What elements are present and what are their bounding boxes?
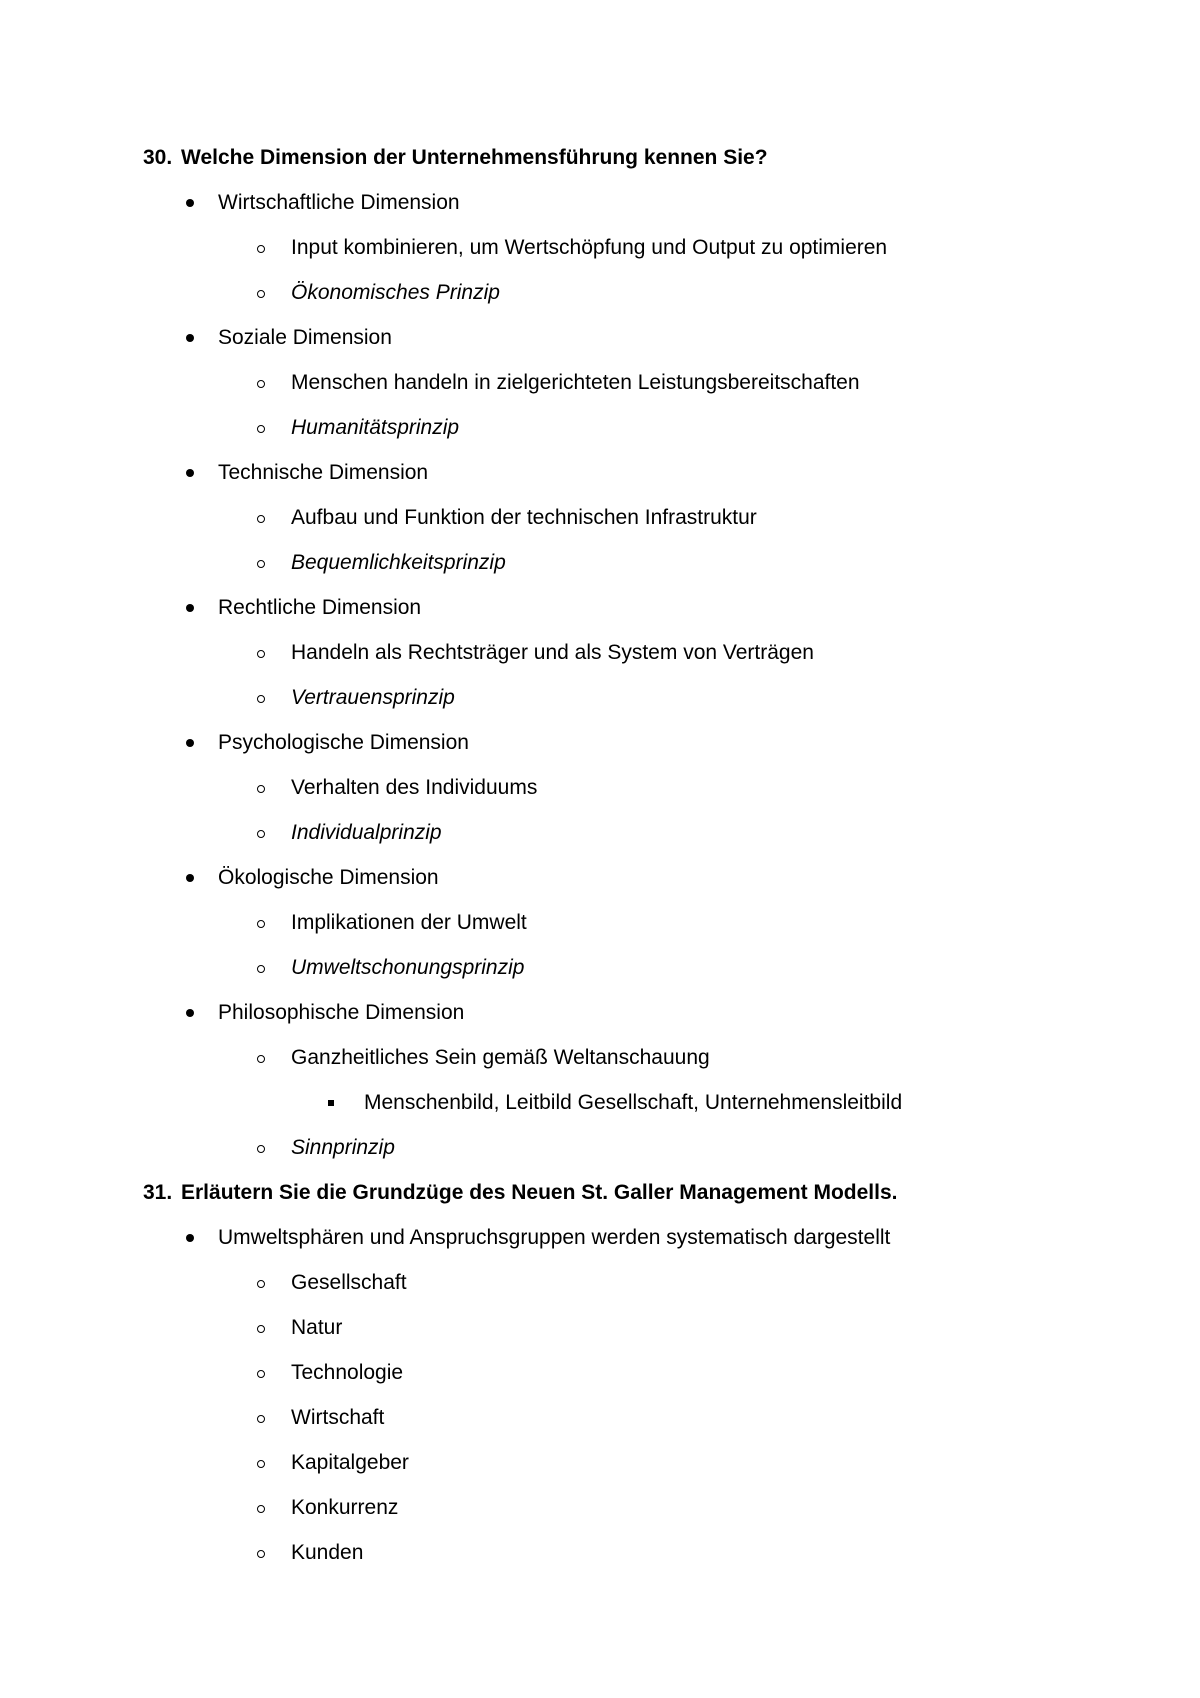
list-subitem-label: Ökonomisches Prinzip: [291, 281, 500, 304]
question-number: 30.: [143, 146, 173, 169]
list-subitem-label: Input kombinieren, um Wertschöpfung und Output zu optimieren: [291, 236, 888, 259]
bullet-icon: [186, 334, 194, 342]
circle-bullet-icon: [257, 1370, 265, 1378]
list-subitem-label: Vertrauensprinzip: [291, 686, 455, 709]
list-subitem-label: Verhalten des Individuums: [291, 776, 538, 799]
list-subitem-label: Individualprinzip: [291, 821, 442, 844]
list-item-label: Psychologische Dimension: [218, 731, 469, 754]
list-subitem-label: Humanitätsprinzip: [291, 416, 460, 439]
list-subitem-label: Aufbau und Funktion der technischen Infrastruktur: [291, 506, 757, 529]
list-subitem-label: Handeln als Rechtsträger und als System von Verträgen: [291, 641, 814, 664]
list-subitem-label: Kapitalgeber: [291, 1451, 409, 1474]
circle-bullet-icon: [257, 425, 265, 433]
list-subitem-label: Bequemlichkeitsprinzip: [291, 551, 506, 574]
circle-bullet-icon: [257, 1460, 265, 1468]
list-subitem-label: Technologie: [291, 1361, 404, 1384]
list-item-label: Philosophische Dimension: [218, 1001, 465, 1024]
bullet-icon: [186, 604, 194, 612]
circle-bullet-icon: [257, 1055, 265, 1063]
list-subitem-label: Ganzheitliches Sein gemäß Weltanschauung: [291, 1046, 710, 1069]
square-bullet-icon: [328, 1100, 334, 1106]
list-item-label: Wirtschaftliche Dimension: [218, 191, 460, 214]
circle-bullet-icon: [257, 650, 265, 658]
list-subitem-label: Gesellschaft: [291, 1271, 407, 1294]
circle-bullet-icon: [257, 695, 265, 703]
circle-bullet-icon: [257, 1145, 265, 1153]
question-number: 31.: [143, 1181, 173, 1204]
circle-bullet-icon: [257, 965, 265, 973]
circle-bullet-icon: [257, 1280, 265, 1288]
circle-bullet-icon: [257, 380, 265, 388]
bullet-icon: [186, 1234, 194, 1242]
circle-bullet-icon: [257, 515, 265, 523]
circle-bullet-icon: [257, 1505, 265, 1513]
list-item-label: Ökologische Dimension: [218, 866, 439, 889]
list-subitem-label: Konkurrenz: [291, 1496, 399, 1519]
question-text: Welche Dimension der Unternehmensführung kennen Sie?: [181, 146, 768, 169]
list-item-label: Umweltsphären und Anspruchsgruppen werden systematisch dargestellt: [218, 1226, 891, 1249]
bullet-icon: [186, 874, 194, 882]
list-subsubitem-label: Menschenbild, Leitbild Gesellschaft, Unternehmensleitbild: [364, 1091, 903, 1114]
list-item-label: Rechtliche Dimension: [218, 596, 422, 619]
circle-bullet-icon: [257, 1415, 265, 1423]
circle-bullet-icon: [257, 245, 265, 253]
circle-bullet-icon: [257, 920, 265, 928]
question-text: Erläutern Sie die Grundzüge des Neuen St. Galler Management Modells.: [181, 1181, 898, 1204]
circle-bullet-icon: [257, 560, 265, 568]
bullet-icon: [186, 199, 194, 207]
circle-bullet-icon: [257, 830, 265, 838]
list-subitem-label: Sinnprinzip: [291, 1136, 395, 1159]
bullet-icon: [186, 469, 194, 477]
bullet-icon: [186, 1009, 194, 1017]
circle-bullet-icon: [257, 785, 265, 793]
list-subitem-label: Wirtschaft: [291, 1406, 385, 1429]
list-subitem-label: Kunden: [291, 1541, 364, 1564]
list-subitem-label: Natur: [291, 1316, 343, 1339]
list-subitem-label: Menschen handeln in zielgerichteten Leistungsbereitschaften: [291, 371, 860, 394]
list-subitem-label: Implikationen der Umwelt: [291, 911, 527, 934]
list-item-label: Technische Dimension: [218, 461, 429, 484]
circle-bullet-icon: [257, 1550, 265, 1558]
circle-bullet-icon: [257, 1325, 265, 1333]
bullet-icon: [186, 739, 194, 747]
circle-bullet-icon: [257, 290, 265, 298]
list-subitem-label: Umweltschonungsprinzip: [291, 956, 525, 979]
list-item-label: Soziale Dimension: [218, 326, 392, 349]
